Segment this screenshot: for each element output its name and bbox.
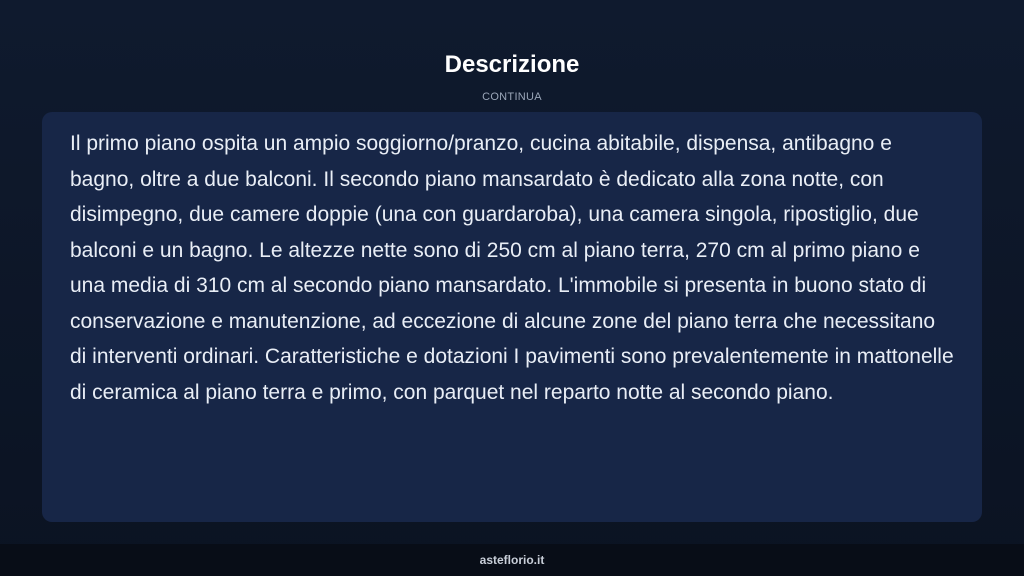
- page-title: Descrizione: [444, 51, 580, 78]
- footer-bar: [0, 544, 1024, 576]
- description-text: Il primo piano ospita un ampio soggiorno/pranzo, cucina abitabile, dispensa, antibagno e bagno, oltre a due balconi. Il secondo piano mansardato è dedicato alla zona notte, con disimpegno, due camere doppie (una con guardaroba), una camera singola, ripostiglio, due balconi e un bagno. Le altezze nette sono di 250 cm al piano terra, 270 cm al primo piano e una media di 310 cm al secondo piano mansardato. L'immobile si presenta in buono stato di conservazione e manutenzione, ad eccezione di alcune zone del piano terra che necessitano di interventi ordinari. Caratteristiche e dotazioni I pavimenti sono prevalentemente in mattonelle di ceramica al piano terra e primo, con parquet nel reparto notte al secondo piano.: [70, 132, 954, 404]
- description-card: [42, 112, 982, 522]
- footer-brand: asteflorio.it: [479, 553, 545, 567]
- continued-label: CONTINUA: [482, 91, 542, 103]
